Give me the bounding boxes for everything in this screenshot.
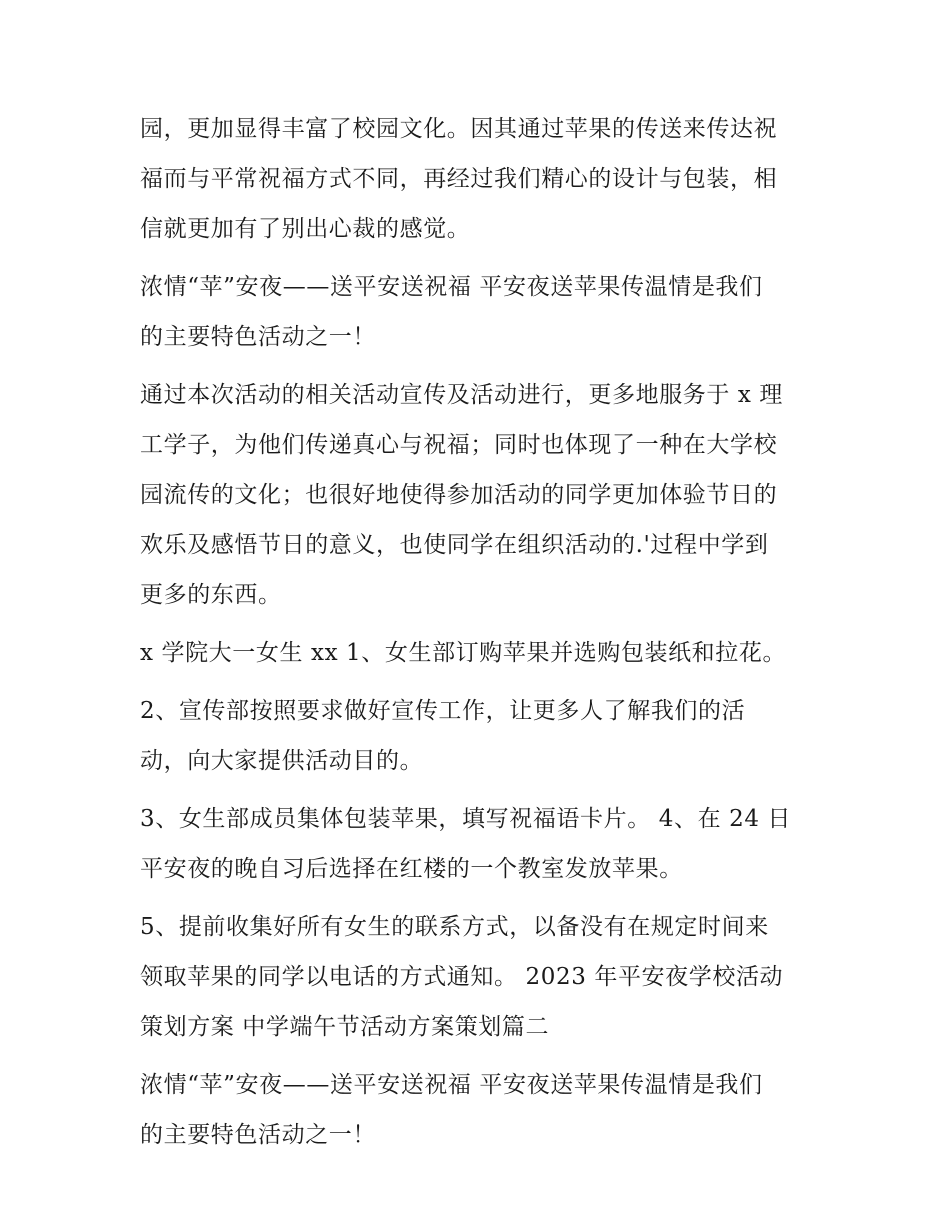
text-line: x 学院大一女生 xx 1、女生部订购苹果并选购包装纸和拉花。	[140, 640, 787, 666]
text-line: 策划方案 中学端午节活动方案策划篇二	[140, 1014, 550, 1040]
paragraph	[140, 686, 820, 786]
text-line: 5、提前收集好所有女生的联系方式，以备没有在规定时间来	[140, 914, 769, 940]
text-line: 工学子，为他们传递真心与祝福；同时也体现了一种在大学校	[140, 432, 778, 458]
document-body	[140, 104, 820, 1168]
text-line: 领取苹果的同学以电话的方式通知。 2023 年平安夜学校活动	[140, 964, 784, 990]
text-line: 园流传的文化；也很好地使得参加活动的同学更加体验节日的	[140, 482, 778, 508]
text-line: 的主要特色活动之一！	[140, 1122, 376, 1148]
text-line: 浓情“苹”安夜——送平安送祝福 平安夜送苹果传温情是我们	[140, 274, 763, 300]
paragraph	[140, 262, 820, 362]
text-line: 浓情“苹”安夜——送平安送祝福 平安夜送苹果传温情是我们	[140, 1072, 763, 1098]
text-line: 更多的东西。	[140, 582, 282, 608]
text-line: 欢乐及感悟节日的意义，也使同学在组织活动的.'过程中学到	[140, 532, 769, 558]
text-line: 福而与平常祝福方式不同，再经过我们精心的设计与包装，相	[140, 166, 778, 192]
text-line: 平安夜的晚自习后选择在红楼的一个教室发放苹果。	[140, 856, 683, 882]
paragraph	[140, 628, 820, 678]
text-line: 的主要特色活动之一！	[140, 324, 376, 350]
paragraph	[140, 794, 820, 894]
text-line: 动，向大家提供活动目的。	[140, 748, 424, 774]
paragraph	[140, 902, 820, 1052]
paragraph	[140, 370, 820, 620]
text-line: 2、宣传部按照要求做好宣传工作，让更多人了解我们的活	[140, 698, 746, 724]
text-line: 信就更加有了别出心裁的感觉。	[140, 216, 471, 242]
text-line: 通过本次活动的相关活动宣传及活动进行，更多地服务于 x 理	[140, 382, 783, 408]
text-line: 园，更加显得丰富了校园文化。因其通过苹果的传送来传达祝	[140, 116, 778, 142]
paragraph	[140, 1060, 820, 1160]
paragraph	[140, 104, 820, 254]
text-line: 3、女生部成员集体包装苹果，填写祝福语卡片。 4、在 24 日	[140, 806, 792, 832]
